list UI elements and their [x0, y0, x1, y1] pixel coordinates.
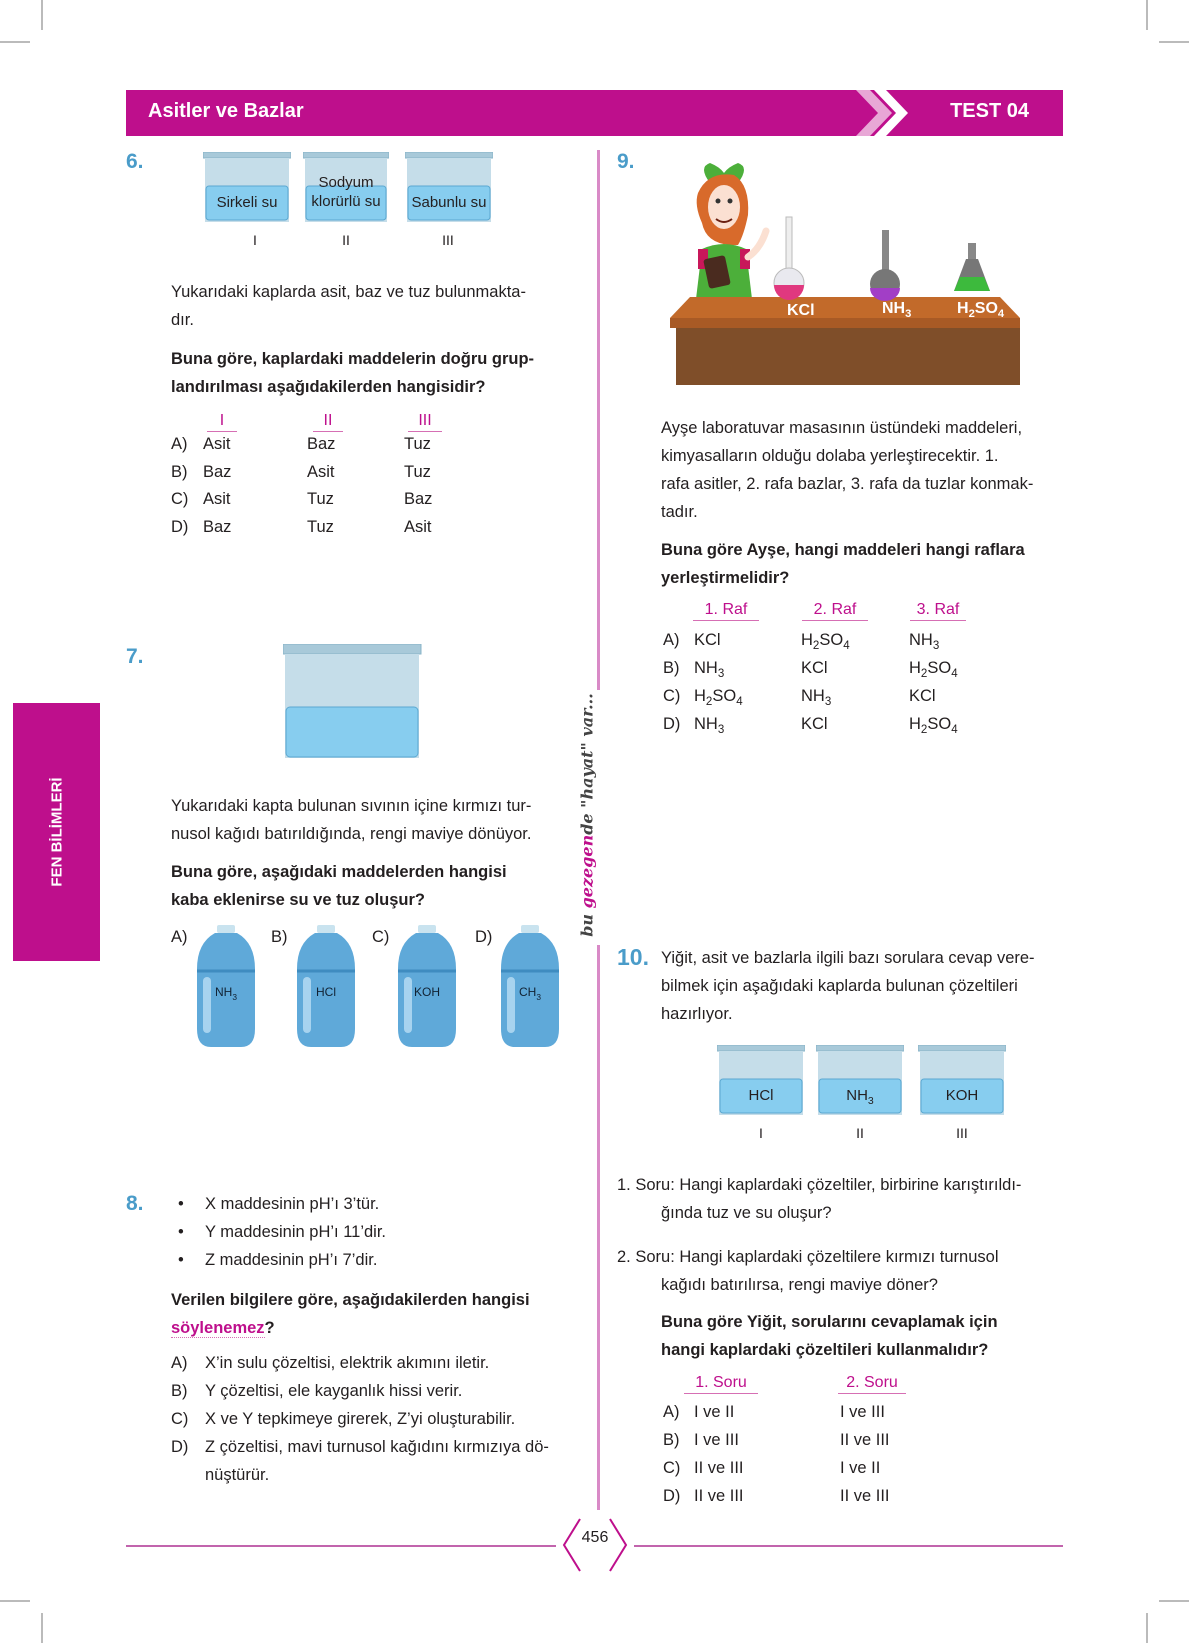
- roman-label: II: [342, 232, 350, 248]
- option-value: II ve III: [840, 1431, 890, 1449]
- question-text: [171, 792, 571, 848]
- text-line: dır.: [171, 311, 194, 329]
- crop-mark: [1159, 41, 1189, 43]
- column-divider: [597, 945, 600, 1510]
- beaker-label: KOH: [945, 1087, 979, 1104]
- text-line: 2. Soru: Hangi kaplardaki çözeltilere kırmızı turnusol: [617, 1248, 999, 1266]
- option-value: Baz: [203, 462, 232, 481]
- question-prompt: [661, 536, 1061, 592]
- crop-mark: [41, 1613, 43, 1643]
- option-value: Asit: [307, 462, 335, 481]
- option-text: nüştürür.: [205, 1466, 270, 1484]
- column-header: II: [313, 412, 343, 432]
- option-value: II ve III: [840, 1487, 890, 1505]
- beaker-label: Sirkeli su: [216, 194, 278, 211]
- option-letter: B): [171, 1382, 188, 1400]
- beaker-label: [303, 173, 389, 211]
- text-line: tadır.: [661, 503, 698, 521]
- footer-line: [634, 1545, 1063, 1547]
- bullet-dot: •: [178, 1223, 184, 1241]
- option-value: Baz: [203, 517, 232, 536]
- option-value: Tuz: [307, 490, 334, 508]
- option-letter: A): [171, 1354, 188, 1372]
- beaker-label: HCl: [748, 1087, 774, 1104]
- roman-label: I: [253, 232, 257, 248]
- text-line: Yukarıdaki kapta bulunan sıvının içine kırmızı tur-: [171, 797, 532, 815]
- option-letter: D): [171, 517, 189, 536]
- page-number: 456: [581, 1529, 609, 1546]
- text-line: Yiğit, asit ve bazlarla ilgili bazı sorulara cevap vere-: [661, 949, 1035, 967]
- text-line: rafa asitler, 2. rafa bazlar, 3. rafa da tuzlar konmak-: [661, 475, 1034, 493]
- sub-question-2: [617, 1243, 1061, 1299]
- slogan-pre: bu: [577, 908, 597, 937]
- question-number: 7.: [126, 645, 144, 668]
- bullet-text: X maddesinin pH’ı 3’tür.: [205, 1195, 380, 1213]
- option-value: I ve III: [694, 1431, 739, 1449]
- emphasis: söylenemez: [171, 1319, 265, 1337]
- crop-mark: [1159, 1600, 1189, 1602]
- flask-label-text: $NH_3$: [882, 300, 912, 320]
- beaker-iii: [405, 152, 493, 224]
- option-letter: B): [663, 659, 680, 677]
- question-prompt: [171, 858, 571, 914]
- option-letter: A): [171, 928, 188, 946]
- option-value: $NH_3$: [801, 687, 832, 708]
- option-letter: B): [171, 462, 188, 481]
- slogan-mid: gezegen: [577, 834, 597, 909]
- flask-label-text: $H_2SO_4$: [957, 300, 1005, 320]
- option-text: X’in sulu çözeltisi, elektrik akımını iletir.: [205, 1354, 490, 1372]
- text-line: Yukarıdaki kaplarda asit, baz ve tuz bulunmakta-: [171, 283, 526, 301]
- option-letter: A): [663, 631, 680, 649]
- option-letter: D): [663, 1487, 681, 1505]
- option-value: I ve II: [694, 1403, 735, 1421]
- text-line: hangi kaplardaki çözeltileri kullanmalıdır?: [661, 1341, 989, 1359]
- option-value: $NH_3$: [909, 631, 940, 652]
- chevron-decoration-icon: [856, 90, 926, 136]
- option-value: $H_2SO_4$: [694, 687, 743, 708]
- option-value: KCl: [694, 631, 721, 649]
- roman-label: I: [759, 1125, 763, 1141]
- question-mark: ?: [264, 1319, 275, 1337]
- beaker-label: $NH_3$: [846, 1087, 874, 1107]
- beaker: [283, 644, 423, 760]
- bottle-option[interactable]: [396, 925, 458, 1047]
- text-line: yerleştirmelidir?: [661, 569, 790, 587]
- crop-mark: [0, 1600, 30, 1602]
- page-header: [126, 90, 1063, 136]
- crop-mark: [1146, 1613, 1148, 1643]
- column-header: III: [408, 412, 442, 432]
- option-value: KCl: [801, 715, 828, 733]
- option-value: Tuz: [404, 462, 431, 481]
- slogan: [574, 695, 600, 935]
- bottle-label: $CH_3$: [518, 985, 541, 1002]
- slogan-post: de "hayat" var...: [577, 693, 597, 835]
- text-line: kaba eklenirse su ve tuz oluşur?: [171, 891, 426, 909]
- option-value: Asit: [404, 517, 432, 536]
- flask-label: [882, 300, 911, 320]
- beaker-label: Sabunlu su: [411, 194, 487, 211]
- option-value: $H_2SO_4$: [909, 715, 958, 736]
- text-line: Buna göre Ayşe, hangi maddeleri hangi raflara: [661, 541, 1025, 559]
- option-letter: C): [171, 490, 189, 508]
- option-value: Asit: [203, 435, 231, 453]
- flask-label: [787, 302, 815, 320]
- flask-label: [957, 300, 1004, 320]
- option-value: Baz: [404, 490, 433, 508]
- lab-illustration: [660, 153, 1060, 385]
- bottle-label: HCl: [316, 985, 336, 999]
- option-value: Tuz: [307, 517, 334, 536]
- beaker-i: [203, 152, 291, 224]
- subject-label: FEN BİLİMLERİ: [48, 777, 65, 887]
- option-value: KCl: [801, 659, 828, 677]
- text-line: Verilen bilgilere göre, aşağıdakilerden hangisi: [171, 1291, 530, 1309]
- column-divider: [597, 150, 600, 690]
- question-text: [171, 278, 571, 334]
- chapter-title: Asitler ve Bazlar: [148, 100, 304, 122]
- option-value: Asit: [203, 490, 231, 508]
- flask-nh3: [870, 230, 900, 301]
- bullet-text: Y maddesinin pH’ı 11’dir.: [205, 1223, 386, 1241]
- beaker-label-line: klorürlü su: [311, 193, 381, 210]
- option-text: Y çözeltisi, ele kayganlık hissi verir.: [205, 1382, 463, 1400]
- flask-label-text: KCl: [787, 302, 815, 319]
- option-letter: C): [171, 1410, 189, 1428]
- beaker: [918, 1045, 1006, 1117]
- question-number: 9.: [617, 150, 635, 173]
- beaker: [717, 1045, 805, 1117]
- subject-tab: [13, 703, 100, 961]
- question-number: 8.: [126, 1192, 144, 1215]
- bullet-dot: •: [178, 1195, 184, 1213]
- beaker-label-line: Sodyum: [318, 174, 374, 191]
- text-line: 1. Soru: Hangi kaplardaki çözeltiler, birbirine karıştırıldı-: [617, 1176, 1022, 1194]
- option-text: X ve Y tepkimeye girerek, Z’yi oluşturabilir.: [205, 1410, 516, 1428]
- question-prompt: [171, 345, 571, 401]
- text-line: Buna göre, kaplardaki maddelerin doğru grup-: [171, 350, 535, 368]
- text-line: Buna göre Yiğit, sorularını cevaplamak için: [661, 1313, 998, 1331]
- option-value: KCl: [909, 687, 936, 705]
- text-line: Ayşe laboratuvar masasının üstündeki maddeleri,: [661, 419, 1023, 437]
- question-text: [661, 944, 1061, 1028]
- column-header: 2. Raf: [802, 601, 868, 621]
- text-line: Buna göre, aşağıdaki maddelerden hangisi: [171, 863, 507, 881]
- roman-label: II: [856, 1125, 864, 1141]
- option-letter: A): [171, 435, 188, 453]
- column-header: 1. Soru: [684, 1374, 758, 1394]
- flask-kcl: [774, 217, 804, 300]
- option-letter: C): [372, 928, 390, 946]
- option-letter: D): [171, 1438, 189, 1456]
- bottle-label: KOH: [413, 985, 440, 999]
- girl-figure: [696, 163, 766, 299]
- bottle-option[interactable]: [499, 925, 561, 1047]
- bullet-text: Z maddesinin pH’ı 7’dir.: [205, 1251, 378, 1269]
- option-letter: C): [663, 687, 681, 705]
- footer-line: [126, 1545, 556, 1547]
- column-header: I: [207, 412, 237, 432]
- crop-mark: [0, 41, 30, 43]
- option-value: $H_2SO_4$: [909, 659, 958, 680]
- option-text: Z çözeltisi, mavi turnusol kağıdını kırmızıya dö-: [205, 1438, 549, 1456]
- option-value: Baz: [307, 435, 336, 453]
- roman-label: III: [956, 1125, 968, 1141]
- column-header: 3. Raf: [910, 601, 966, 621]
- text-line: hazırlıyor.: [661, 1005, 733, 1023]
- question-prompt: [171, 1286, 571, 1342]
- question-prompt: [661, 1308, 1061, 1364]
- bottle-option[interactable]: [295, 925, 357, 1047]
- text-line: ğında tuz ve su oluşur?: [661, 1204, 832, 1222]
- option-value: II ve III: [694, 1487, 744, 1505]
- option-letter: A): [663, 1403, 680, 1421]
- test-number: TEST 04: [950, 100, 1029, 122]
- option-letter: D): [475, 928, 493, 946]
- text-line: nusol kağıdı batırıldığında, rengi maviye dönüyor.: [171, 825, 532, 843]
- option-letter: C): [663, 1459, 681, 1477]
- column-header: 2. Soru: [838, 1374, 906, 1394]
- crop-mark: [41, 0, 43, 30]
- question-number: 10.: [617, 944, 649, 970]
- flask-h2so4: [954, 243, 990, 291]
- question-number: 6.: [126, 150, 144, 173]
- option-letter: D): [663, 715, 681, 733]
- option-letter: B): [271, 928, 288, 946]
- roman-label: III: [442, 232, 454, 248]
- option-value: $H_2SO_4$: [801, 631, 850, 652]
- bottle-label: $NH_3$: [214, 985, 237, 1002]
- bullet-dot: •: [178, 1251, 184, 1269]
- crop-mark: [1146, 0, 1148, 30]
- option-value: I ve II: [840, 1459, 881, 1477]
- bottle-option[interactable]: [195, 925, 257, 1047]
- option-value: $NH_3$: [694, 659, 725, 680]
- option-value: Tuz: [404, 435, 431, 453]
- text-line: bilmek için aşağıdaki kaplarda bulunan çözeltileri: [661, 977, 1018, 995]
- text-line: landırılması aşağıdakilerden hangisidir?: [171, 378, 486, 396]
- option-value: I ve III: [840, 1403, 885, 1421]
- option-letter: B): [663, 1431, 680, 1449]
- option-value: $NH_3$: [694, 715, 725, 736]
- option-value: II ve III: [694, 1459, 744, 1477]
- text-line: kimyasalların olduğu dolaba yerleştirecektir. 1.: [661, 447, 999, 465]
- text-line: kağıdı batırılırsa, rengi maviye döner?: [661, 1276, 938, 1294]
- sub-question-1: [617, 1171, 1061, 1227]
- column-header: 1. Raf: [693, 601, 759, 621]
- question-text: [661, 414, 1061, 526]
